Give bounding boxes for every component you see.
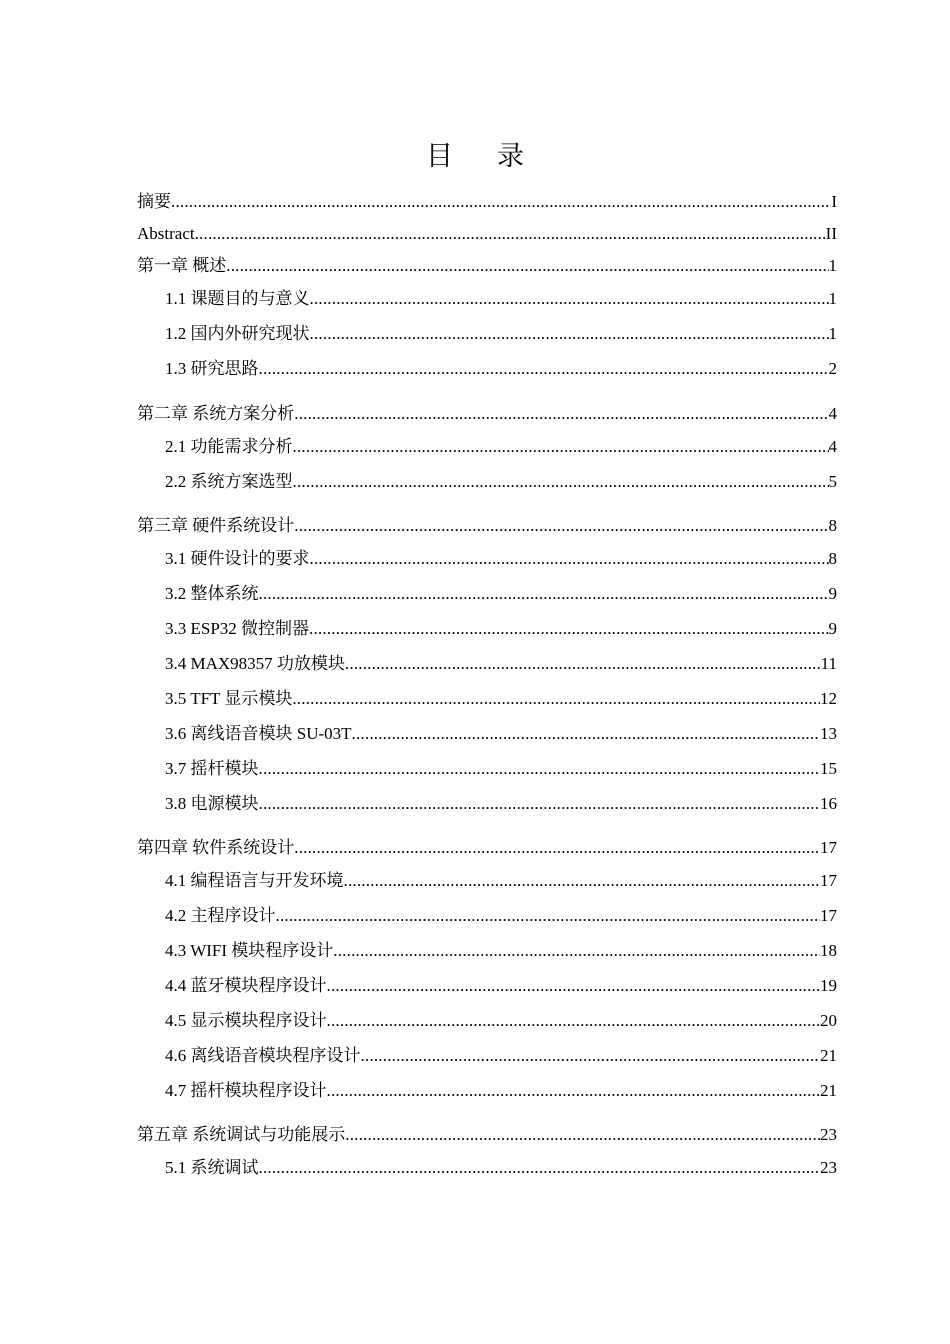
toc-entry-page: 4 [828,437,837,456]
toc-entry-3-1[interactable] [165,547,837,571]
leader-dots [333,939,820,963]
toc-entry-label: 4.1 编程语言与开发环境 [165,871,344,890]
leader-dots [327,1009,821,1033]
toc-entry-label: 4.3 WIFI 模块程序设计 [165,941,334,960]
toc-entry-page: 8 [828,549,837,568]
toc-entry-3-8[interactable] [165,792,837,816]
toc-entry-label: 1.2 国内外研究现状 [165,324,310,343]
leader-dots [259,357,829,381]
leader-dots [171,190,831,214]
toc-entry-abstract-en[interactable] [137,222,837,246]
toc-entry-label: 5.1 系统调试 [165,1158,259,1177]
leader-dots [327,974,821,998]
toc-entry-3-2[interactable] [165,582,837,606]
toc-entry-page: 13 [820,724,837,743]
leader-dots [310,322,829,346]
toc-entry-page: 21 [820,1081,837,1100]
leader-dots [293,470,829,494]
toc-entry-3-4[interactable] [165,652,837,676]
leader-dots [352,722,820,746]
leader-dots [292,687,820,711]
toc-entry-4-5[interactable] [165,1009,837,1033]
leader-dots [226,254,828,278]
toc-entry-label: 4.4 蓝牙模块程序设计 [165,976,327,995]
toc-entry-page: 1 [828,289,837,308]
toc-entry-label: 1.3 研究思路 [165,359,259,378]
toc-entry-3-3[interactable] [165,617,837,641]
toc-entry-page: 11 [820,654,837,673]
toc-entry-2-1[interactable] [165,435,837,459]
toc-entry-label: 第二章 系统方案分析 [137,404,295,423]
toc-entry-3-6[interactable] [165,722,837,746]
toc-entry-4-7[interactable] [165,1079,837,1103]
toc-entry-page: 9 [828,619,837,638]
toc-entry-label: 2.2 系统方案选型 [165,472,293,491]
toc-entry-label: 3.1 硬件设计的要求 [165,549,310,568]
leader-dots [259,757,821,781]
leader-dots [195,222,826,246]
toc-entry-page: I [831,192,837,211]
toc-entry-page: 23 [820,1158,837,1177]
toc-entry-label: 第五章 系统调试与功能展示 [137,1125,346,1144]
toc-entry-page: 8 [828,516,837,535]
toc-entry-page: 19 [820,976,837,995]
toc-entry-4-4[interactable] [165,974,837,998]
toc-entry-3-7[interactable] [165,757,837,781]
toc-entry-4-2[interactable] [165,904,837,928]
toc-entry-page: 17 [820,838,837,857]
leader-dots [294,836,820,860]
toc-title-char-1: 目 [426,141,453,172]
toc-entry-label: 1.1 课题目的与意义 [165,289,310,308]
toc-entry-page: 2 [828,359,837,378]
toc-entry-label: 3.5 TFT 显示模块 [165,689,293,708]
toc-entry-page: 15 [820,759,837,778]
toc-entry-3-5[interactable] [165,687,837,711]
toc-entry-chapter-4[interactable] [137,836,837,860]
toc-entry-5-1[interactable] [165,1156,837,1180]
toc-entry-page: 17 [820,906,837,925]
toc-entry-page: 21 [820,1046,837,1065]
toc-entry-page: 18 [820,941,837,960]
toc-entry-page: 12 [820,689,837,708]
toc-entry-page: 23 [820,1125,837,1144]
toc-entry-page: II [825,224,837,243]
toc-entry-label: 第一章 概述 [137,256,227,275]
leader-dots [294,402,828,426]
toc-entry-4-3[interactable] [165,939,837,963]
toc-entry-label: 第三章 硬件系统设计 [137,516,295,535]
leader-dots [345,1123,820,1147]
leader-dots [344,869,821,893]
toc-entry-1-1[interactable] [165,287,837,311]
leader-dots [276,904,821,928]
toc-entry-label: 2.1 功能需求分析 [165,437,293,456]
toc-entry-1-2[interactable] [165,322,837,346]
toc-entry-4-6[interactable] [165,1044,837,1068]
toc-entry-1-3[interactable] [165,357,837,381]
toc-entry-page: 1 [828,256,837,275]
toc-entry-page: 4 [828,404,837,423]
toc-entry-label: Abstract [137,224,195,243]
leader-dots [310,547,829,571]
leader-dots [259,1156,821,1180]
toc-entry-label: 第四章 软件系统设计 [137,838,295,857]
toc-entry-page: 20 [820,1011,837,1030]
toc-entry-label: 3.7 摇杆模块 [165,759,259,778]
toc-entry-label: 3.6 离线语音模块 SU-03T [165,724,352,743]
toc-entry-abstract-zh[interactable] [137,190,837,214]
toc-entry-chapter-1[interactable] [137,254,837,278]
leader-dots [310,287,829,311]
toc-entry-label: 4.7 摇杆模块程序设计 [165,1081,327,1100]
toc-title-char-2: 录 [497,141,524,172]
leader-dots [293,435,829,459]
toc-entry-label: 4.5 显示模块程序设计 [165,1011,327,1030]
toc-entry-label: 4.2 主程序设计 [165,906,276,925]
leader-dots [259,582,829,606]
toc-entry-label: 4.6 离线语音模块程序设计 [165,1046,361,1065]
toc-entry-page: 1 [828,324,837,343]
leader-dots [327,1079,821,1103]
leader-dots [259,792,821,816]
toc-entry-label: 摘要 [137,192,171,211]
leader-dots [345,652,821,676]
toc-entry-label: 3.4 MAX98357 功放模块 [165,654,345,673]
toc-entry-label: 3.8 电源模块 [165,794,259,813]
toc-entry-page: 17 [820,871,837,890]
toc-title [0,134,950,173]
toc-entry-chapter-5[interactable] [137,1123,837,1147]
toc-entry-chapter-3[interactable] [137,514,837,538]
toc-entry-chapter-2[interactable] [137,402,837,426]
toc-entry-label: 3.3 ESP32 微控制器 [165,619,310,638]
toc-entry-2-2[interactable] [165,470,837,494]
toc-entry-label: 3.2 整体系统 [165,584,259,603]
toc-entry-page: 5 [828,472,837,491]
leader-dots [361,1044,821,1068]
toc-entry-4-1[interactable] [165,869,837,893]
leader-dots [294,514,828,538]
leader-dots [309,617,828,641]
toc-entry-page: 9 [828,584,837,603]
toc-entry-page: 16 [820,794,837,813]
